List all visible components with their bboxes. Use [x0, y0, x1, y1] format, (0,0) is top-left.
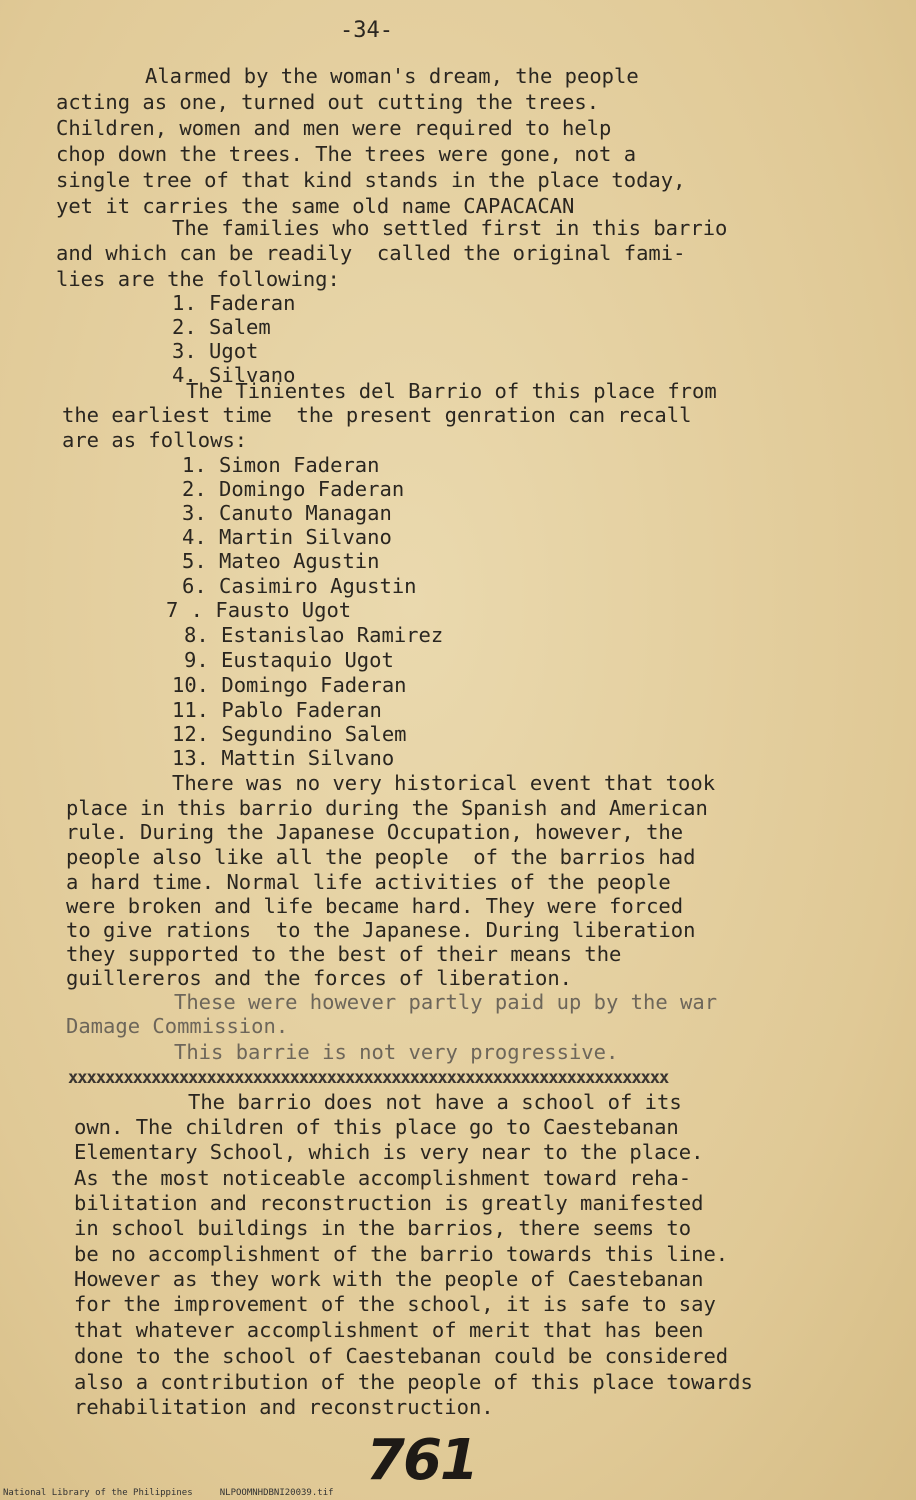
family-item: 4. Silvano [172, 363, 296, 387]
teniente-item: 1. Simon Faderan [182, 453, 380, 477]
teniente-item: 12. Segundino Salem [172, 722, 407, 746]
history-line: guillereros and the forces of liberation. [66, 966, 573, 990]
teniente-item: 6. Casimiro Agustin [182, 574, 417, 598]
scan-footer: National Library of the Philippines NLPOOMNHDBNI20039.tif [3, 1488, 334, 1498]
school-line: Elementary School, which is very near to the place. [74, 1140, 704, 1164]
families-intro-line: lies are the following: [56, 267, 340, 291]
damage-line: These were however partly paid up by the war [174, 990, 718, 1014]
paragraph-line: chop down the trees. The trees were gone, not a [56, 142, 637, 166]
teniente-item: 10. Domingo Faderan [172, 673, 407, 697]
paragraph-line: yet it carries the same old name CAPACACAN [56, 194, 575, 218]
page-number: -34- [340, 18, 393, 43]
paragraph-line: single tree of that kind stands in the place today, [56, 168, 686, 192]
school-line: in school buildings in the barrios, there seems to [74, 1216, 692, 1240]
progressive-line: This barrie is not very progressive. [174, 1040, 619, 1064]
teniente-item: 9. Eustaquio Ugot [184, 648, 394, 672]
struck-out-line: xxxxxxxxxxxxxxxxxxxxxxxxxxxxxxxxxxxxxxxxxxxxxxxxxxxxxxxxxxxxxxxxx [68, 1068, 669, 1088]
history-line: to give rations to the Japanese. During liberation [66, 918, 696, 942]
teniente-item: 7 . Fausto Ugot [166, 598, 352, 622]
tenientes-intro-line: are as follows: [62, 428, 248, 452]
school-line: be no accomplishment of the barrio towards this line. [74, 1242, 729, 1266]
paragraph-line: Alarmed by the woman's dream, the people [145, 64, 639, 88]
school-line: that whatever accomplishment of merit that has been [74, 1318, 704, 1342]
school-line: bilitation and reconstruction is greatly manifested [74, 1191, 704, 1215]
teniente-item: 3. Canuto Managan [182, 501, 392, 525]
families-intro-line: The families who settled first in this barrio [172, 216, 728, 240]
history-line: were broken and life became hard. They were forced [66, 894, 684, 918]
paragraph-line: Children, women and men were required to help [56, 116, 612, 140]
school-line: done to the school of Caestebanan could be considered [74, 1344, 729, 1368]
teniente-item: 2. Domingo Faderan [182, 477, 405, 501]
history-line: place in this barrio during the Spanish and American [66, 796, 708, 820]
school-line: However as they work with the people of Caestebanan [74, 1267, 704, 1291]
family-item: 3. Ugot [172, 339, 259, 363]
tenientes-intro-line: the earliest time the present genration can recall [62, 403, 692, 427]
paragraph-line: acting as one, turned out cutting the trees. [56, 90, 600, 114]
school-line: own. The children of this place go to Caestebanan [74, 1115, 679, 1139]
teniente-item: 11. Pablo Faderan [172, 698, 382, 722]
school-line: rehabilitation and reconstruction. [74, 1395, 494, 1419]
tenientes-intro-line: The Tinientes del Barrio of this place from [186, 379, 717, 403]
history-line: they supported to the best of their means the [66, 942, 622, 966]
history-line: a hard time. Normal life activities of the people [66, 870, 671, 894]
handwritten-page-number: 761 [366, 1428, 477, 1493]
teniente-item: 4. Martin Silvano [182, 525, 392, 549]
teniente-item: 13. Mattin Silvano [172, 746, 395, 770]
school-line: for the improvement of the school, it is safe to say [74, 1292, 716, 1316]
history-line: There was no very historical event that took [172, 771, 716, 795]
families-intro-line: and which can be readily called the original fami- [56, 241, 686, 265]
family-item: 1. Faderan [172, 291, 296, 315]
teniente-item: 8. Estanislao Ramirez [184, 623, 444, 647]
school-line: As the most noticeable accomplishment toward reha- [74, 1166, 692, 1190]
history-line: people also like all the people of the barrios had [66, 845, 696, 869]
family-item: 2. Salem [172, 315, 271, 339]
school-line: also a contribution of the people of this place towards [74, 1370, 753, 1394]
history-line: rule. During the Japanese Occupation, however, the [66, 820, 684, 844]
school-line: The barrio does not have a school of its [188, 1090, 682, 1114]
teniente-item: 5. Mateo Agustin [182, 549, 380, 573]
damage-line: Damage Commission. [66, 1014, 289, 1038]
